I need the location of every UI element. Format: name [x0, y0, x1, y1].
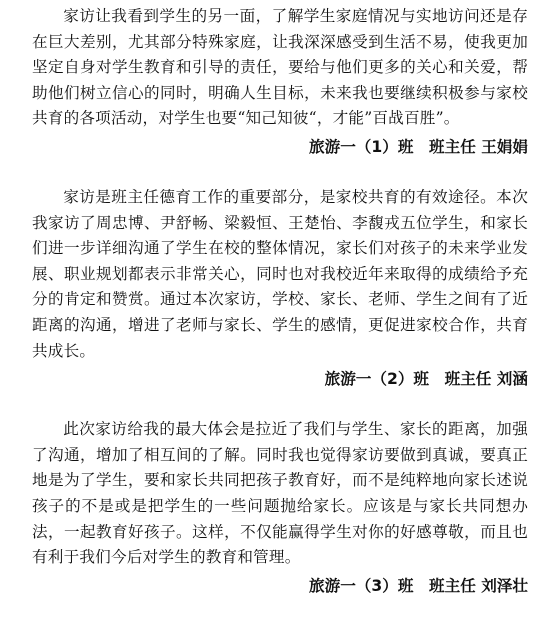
reflection-paragraph: 家访让我看到学生的另一面，了解学生家庭情况与实地访问还是存在巨大差别，尤其部分特殊家庭，让我深深感受到生活不易，使我更加坚定自身对学生教育和引导的责任，要给与他们更多的关心和关爱，帮助他们树立信心的同时，明确人生目标，未来我也要继续积极参与家校共育的各项活动，对学生也要“知己知彼“，才能”百战百胜”。 [32, 7, 528, 128]
reflection-paragraph: 家访是班主任德育工作的重要部分，是家校共育的有效途径。本次我家访了周忠博、尹舒畅、梁毅恒、王楚怡、李馥戎五位学生，和家长们进一步详细沟通了学生在校的整体情况，家长们对孩子的未来学业发展、职业规划都表示非常关心，同时也对我校近年来取得的成绩给予充分的肯定和赞赏。通过本次家访，学校、家长、老师、学生之间有了近距离的沟通，增进了老师与家长、学生的感情，更促进家校合作，共育共成长。 [32, 187, 528, 360]
author-signature: 旅游一（2）班 班主任 刘涵 [324, 370, 528, 389]
author-signature: 旅游一（3）班 班主任 刘泽壮 [309, 576, 528, 595]
reflection-section-2 [32, 185, 528, 392]
section-gap [32, 392, 528, 417]
reflection-section-3 [32, 417, 528, 599]
section-gap [32, 160, 528, 185]
reflection-section-1 [32, 4, 528, 160]
reflection-paragraph: 此次家访给我的最大体会是拉近了我们与学生、家长的距离，加强了沟通，增加了相互间的了解。同时我也觉得家访要做到真诚，要真正地是为了学生，要和家长共同把孩子教育好，而不是纯粹地向家长述说孩子的不是或是把学生的一些问题抛给家长。应该是与家长共同想办法，一起教育好孩子。这样，不仅能赢得学生对你的好感尊敬，而且也有利于我们今后对学生的教育和管理。 [32, 420, 528, 567]
author-signature: 旅游一（1）班 班主任 王娟娟 [309, 137, 528, 156]
